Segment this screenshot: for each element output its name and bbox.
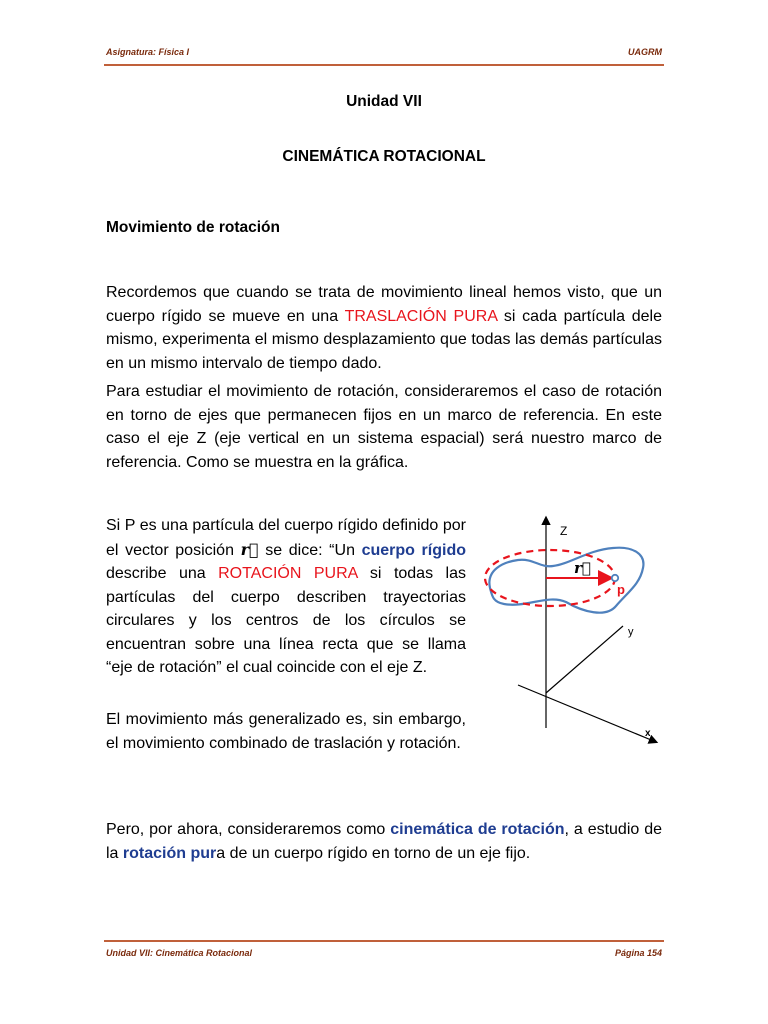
paragraph-rotational-kinematics: Pero, por ahora, consideraremos como cinemática de rotación, a estudio de la rotación pura de un cuerpo rígido en torno de un eje fijo.	[106, 821, 662, 862]
footer-rule	[104, 940, 664, 942]
paragraph-combined-motion: El movimiento más generalizado es, sin embargo, el movimiento combinado de traslación y rotación.	[106, 711, 466, 752]
chapter-title: CINEMÁTICA ROTACIONAL	[282, 148, 486, 165]
term-cinematica-de-rotacion: cinemática de rotación	[390, 821, 565, 838]
rotation-diagram	[478, 510, 668, 750]
term-cuerpo-rigido: cuerpo rígido	[361, 541, 466, 559]
term-rotacion-pura-bold: rotación pur	[122, 844, 217, 862]
footer-page-number: Página 154	[614, 948, 662, 958]
header-institution: UAGRM	[628, 47, 662, 57]
header-subject: Asignatura: Física I	[106, 47, 190, 57]
footer-chapter: Unidad VII: Cinemática Rotacional	[106, 948, 253, 958]
position-vector-symbol: r⃗	[240, 539, 259, 559]
y-axis	[546, 626, 623, 693]
paragraph-linear-motion: Recordemos que cuando se trata de movimiento lineal hemos visto, que un cuerpo rígido se mueve en una TRASLACIÓN PURA si cada partícula dele mismo, experimenta el mismo desplazamiento que todas las demás partículas en un mismo intervalo de tiempo dado.	[106, 284, 662, 372]
unit-title: Unidad VII	[346, 93, 422, 110]
rigid-body-outline	[489, 548, 643, 613]
section-title: Movimiento de rotación	[106, 219, 280, 236]
header-rule	[104, 64, 664, 66]
y-axis-label: y	[628, 626, 634, 638]
particle-label: p	[617, 582, 625, 597]
x-axis	[518, 685, 656, 742]
paragraph-pure-rotation: Si P es una partícula del cuerpo rígido definido por el vector posición r⃗ se dice: “Un cuerpo rígido describe una ROTACIÓN PURA si todas las partículas del cuerpo describen trayectorias circulares y los centros de los círculos se encuentran sobre una línea recta que se llama “eje de rotación” el cual coincide con el eje Z.	[106, 517, 467, 676]
z-axis-label: Z	[560, 524, 568, 538]
term-rotacion-pura: ROTACIÓN PURA	[218, 565, 358, 582]
paragraph-rotation-intro: Para estudiar el movimiento de rotación, consideraremos el caso de rotación en torno de ejes que permanecen fijos en un marco de referencia. En este caso el eje Z (eje vertical en un sistema espacial) será nuestro marco de referencia. Como se muestra en la gráfica.	[106, 383, 662, 471]
x-axis-label: x	[645, 728, 651, 739]
term-traslacion-pura: TRASLACIÓN PURA	[344, 307, 498, 325]
particle-point	[612, 575, 618, 581]
position-vector-label: r⃗	[574, 559, 591, 577]
